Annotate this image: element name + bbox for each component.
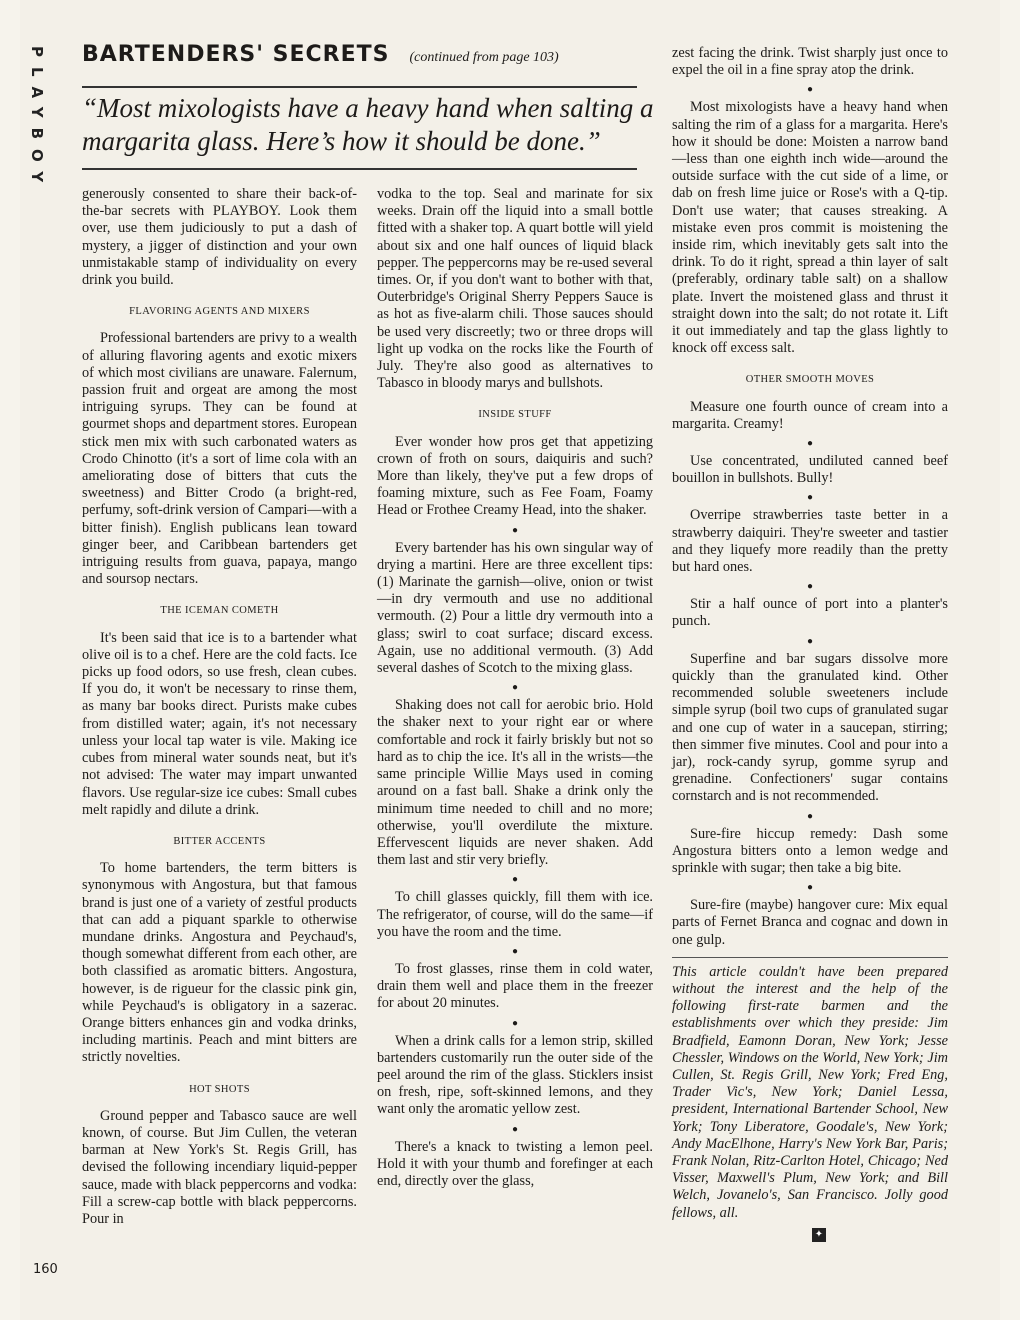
continued-note: (continued from page 103) (409, 50, 559, 65)
paragraph: Most mixologists have a heavy hand when salting the rim of a glass for a margarita. Here's how it should be done: Moisten a narrow band—less than one eighth inch wide—around the outside surface with the cut side of a lime, or dab on fresh lime juice or Rose's with a Q-tip. Don't use water; that causes streaking. A mistake even pros commit is moistening the inside rim, which inevitably gets salt into the drink. To do it right, spread a thin layer of salt (preferably, ordinary table salt) on a shallow plate. Invert the moistened glass and thrust it straight down into the salt; do not rotate it. Lift it out immediately and tap the glass lightly to knock off excess salt. (672, 99, 948, 357)
header-rule-bottom (82, 168, 637, 170)
column-1 (82, 186, 357, 1228)
subhead: THE ICEMAN COMETH (160, 605, 279, 617)
bullet-separator: ● (511, 1017, 519, 1029)
paragraph: It's been said that ice is to a bartender what olive oil is to a chef. Here are the cold facts. Ice picks up food odors, so use fresh, clean cubes. If you do, it won't be necessary to rinse them, as many bar books direct. Purists make cubes from distilled water; again, it's not necessary unless your local tap water is vile. Making ice cubes from mineral water sounds neat, but it's not advised: The water may impart unwanted flavors. Use regular-size ice cubes: Small cubes melt rapidly and dilute a drink. (82, 629, 357, 818)
subhead: HOT SHOTS (189, 1083, 250, 1095)
paragraph: When a drink calls for a lemon strip, skilled bartenders customarily run the outer side of the peel around the rim of the glass. Sticklers insist on fresh, ripe, soft-skinned lemons, and they want only the aromatic yellow zest. (377, 1032, 653, 1118)
page-number: 160 (33, 1262, 58, 1277)
bullet-separator: ● (511, 524, 519, 536)
bullet-separator: ● (806, 635, 814, 647)
subhead: OTHER SMOOTH MOVES (745, 374, 875, 386)
paragraph: Overripe strawberries taste better in a strawberry daiquiri. They're sweeter and tastier and they liquefy more readily than the pretty but hard ones. (672, 507, 948, 576)
credits-paragraph: This article couldn't have been prepared without the interest and the help of the following first-rate barmen and the establishments over which they preside: Jim Bradfield, Eamonn Doran, New York; Jesse Chessler, Windows on the World, New York; Jim Cullen, St. Regis Grill, New York; Fred Eng, Trader Vic's, New York; Daniel Lessa, president, International Bartender School, New York; Tony Liberatore, Goodale's, New York; Andy MacElhone, Harry's New York Bar, Paris; Frank Nolan, Ritz-Carlton Hotel, Chicago; Ned Visser, Maxwell's Plum, New York; and Bill Welch, Jovanelo's, San Francisco. Jolly good fellows, all. (672, 963, 948, 1221)
bullet-separator: ● (806, 84, 814, 96)
paragraph: To home bartenders, the term bitters is synonymous with Angostura, but that famous brand is just one of a variety of zestful products that can add a piquant sparkle to otherwise mundane drinks. Angostura and Peychaud's, though somewhat different from each other, are both classified as aromatic bitters. Angostura, however, is de rigueur for the classic pink gin, while Peychaud's is obligatory in a sazerac. Orange bitters enhances gin and vodka drinks, including martinis. Peach and mint bitters are strictly novelties. (82, 860, 357, 1066)
brand-text: PLAYBOY (28, 46, 46, 193)
paragraph: generously consented to share their back-of-the-bar secrets with PLAYBOY. Look them over, use them judiciously to put a dash of mystery, a jigger of distinction and your own unmistakable stamp of individuality on every drink you build. (82, 186, 357, 289)
bullet-separator: ● (806, 882, 814, 894)
paragraph: vodka to the top. Seal and marinate for six weeks. Drain off the liquid into a small bottle fitted with a shaker top. A quart bottle will yield about six and one half ounces of liquid black pepper. The peppercorns may be re-used several times. Or, if you don't want to bother with that, Outerbridge's Original Sherry Peppers Sauce is as hot as five-alarm chili. Those sauces should be used very discreetly; two or three drops will light up vodka on the rocks like the Fourth of July. They're also good as alternatives to Tabasco in bloody marys and bullshots. (377, 186, 653, 392)
brand-vertical (28, 45, 46, 193)
bullet-separator: ● (511, 682, 519, 694)
article-header (82, 42, 637, 84)
bullet-separator: ● (806, 492, 814, 504)
paragraph: Shaking does not call for aerobic brio. Hold the shaker next to your right ear or where comfortable and rock it fairly briskly but not so hard as to chip the ice. It's all in the wrists—the same principle Willie Mays used in coming around on a fast ball. Shake a drink only the minimum time needed to chill and no more; otherwise, you'll overdilute the mixture. Effervescent liquids are never shaken. Add them last and stir very briefly. (377, 697, 653, 869)
paragraph: Sure-fire hiccup remedy: Dash some Angostura bitters onto a lemon wedge and sprinkle with sugar; then take a big bite. (672, 825, 948, 876)
paragraph: Every bartender has his own singular way of drying a martini. Here are three excellent tips: (1) Marinate the garnish—olive, onion or twist—in dry vermouth and use no additional vermouth. (2) Pour a little dry vermouth into a glass; swirl to coat surface; discard excess. Again, use no additional vermouth. (3) Add several dashes of Scotch to the mixing glass. (377, 539, 653, 677)
subhead: INSIDE STUFF (478, 409, 552, 421)
header-rule-top (82, 86, 637, 88)
paragraph: To chill glasses quickly, fill them with ice. The refrigerator, of course, will do the same—if you have the room and the time. (377, 889, 653, 940)
subhead: BITTER ACCENTS (173, 835, 266, 847)
paragraph: Superfine and bar sugars dissolve more quickly than the granulated kind. Other recommended soluble sweeteners include simple syrup (boil two cups of granulated sugar and one cup of water in a saucepan, stirring; then simmer five minutes. Cool and pour into a jar), rock-candy syrup, gomme syrup and grenadine. Confectioners' sugar contains cornstarch and is not recommended. (672, 650, 948, 805)
paragraph: Ever wonder how pros get that appetizing crown of froth on sours, daiquiris and such? More than likely, they've put a few drops of foaming mixture, such as Fee Foam, Foamy Head or Frothee Creamy Head, into the shaker. (377, 433, 653, 519)
paragraph: Use concentrated, undiluted canned beef bouillon in bullshots. Bully! (672, 453, 948, 487)
bullet-separator: ● (511, 945, 519, 957)
bullet-separator: ● (806, 581, 814, 593)
bullet-separator: ● (806, 438, 814, 450)
paragraph: Stir a half ounce of port into a planter's punch. (672, 596, 948, 630)
bullet-separator: ● (806, 810, 814, 822)
section-kicker: BARTENDERS' SECRETS (82, 42, 390, 67)
end-mark-container (672, 1222, 948, 1242)
paragraph: Measure one fourth ounce of cream into a margarita. Creamy! (672, 398, 948, 432)
paragraph: To frost glasses, rinse them in cold water, drain them well and place them in the freezer for about 20 minutes. (377, 960, 653, 1012)
bullet-separator: ● (511, 1123, 519, 1135)
column-2 (377, 186, 653, 1190)
paragraph: Professional bartenders are privy to a wealth of alluring flavoring agents and exotic mixers of which most civilians are unaware. Falernum, passion fruit and orgeat are among the most intriguing syrups. They can be found at gourmet shops and department stores. European stick men mix with such carbonated waters as Crodo Chinotto (it's a sort of lime cola with an ameliorating dose of bitters that cuts the sweetness) and Bitter Crodo (a bright-red, perfumy, soft-drink version of Campari—with a bitter finish). English publicans lean toward ginger beer, and Caribbean bartenders get intriguing results from guava, papaya, mango and soursop nectars. (82, 330, 357, 588)
subhead: FLAVORING AGENTS AND MIXERS (129, 306, 310, 318)
paragraph: Ground pepper and Tabasco sauce are well known, of course. But Jim Cullen, the veteran barman at New York's St. Regis Grill, has devised the following incendiary liquid-pepper sauce, made with black peppercorns and vodka: Fill a screw-cap bottle with black peppercorns. Pour in (82, 1107, 357, 1227)
rabbit-end-mark-icon: ✦ (812, 1228, 826, 1242)
bullet-separator: ● (511, 874, 519, 886)
column-3 (672, 45, 948, 1242)
pull-quote: “Most mixologists have a heavy hand when salting a margarita glass. Here’s how it should be done.” (82, 93, 654, 156)
paragraph: zest facing the drink. Twist sharply just once to expel the oil in a fine spray atop the drink. (672, 45, 948, 79)
credit-rule (672, 957, 948, 958)
paragraph: There's a knack to twisting a lemon peel. Hold it with your thumb and forefinger at each end, directly over the glass, (377, 1138, 653, 1189)
paragraph: Sure-fire (maybe) hangover cure: Mix equal parts of Fernet Branca and cognac and down in one gulp. (672, 897, 948, 948)
